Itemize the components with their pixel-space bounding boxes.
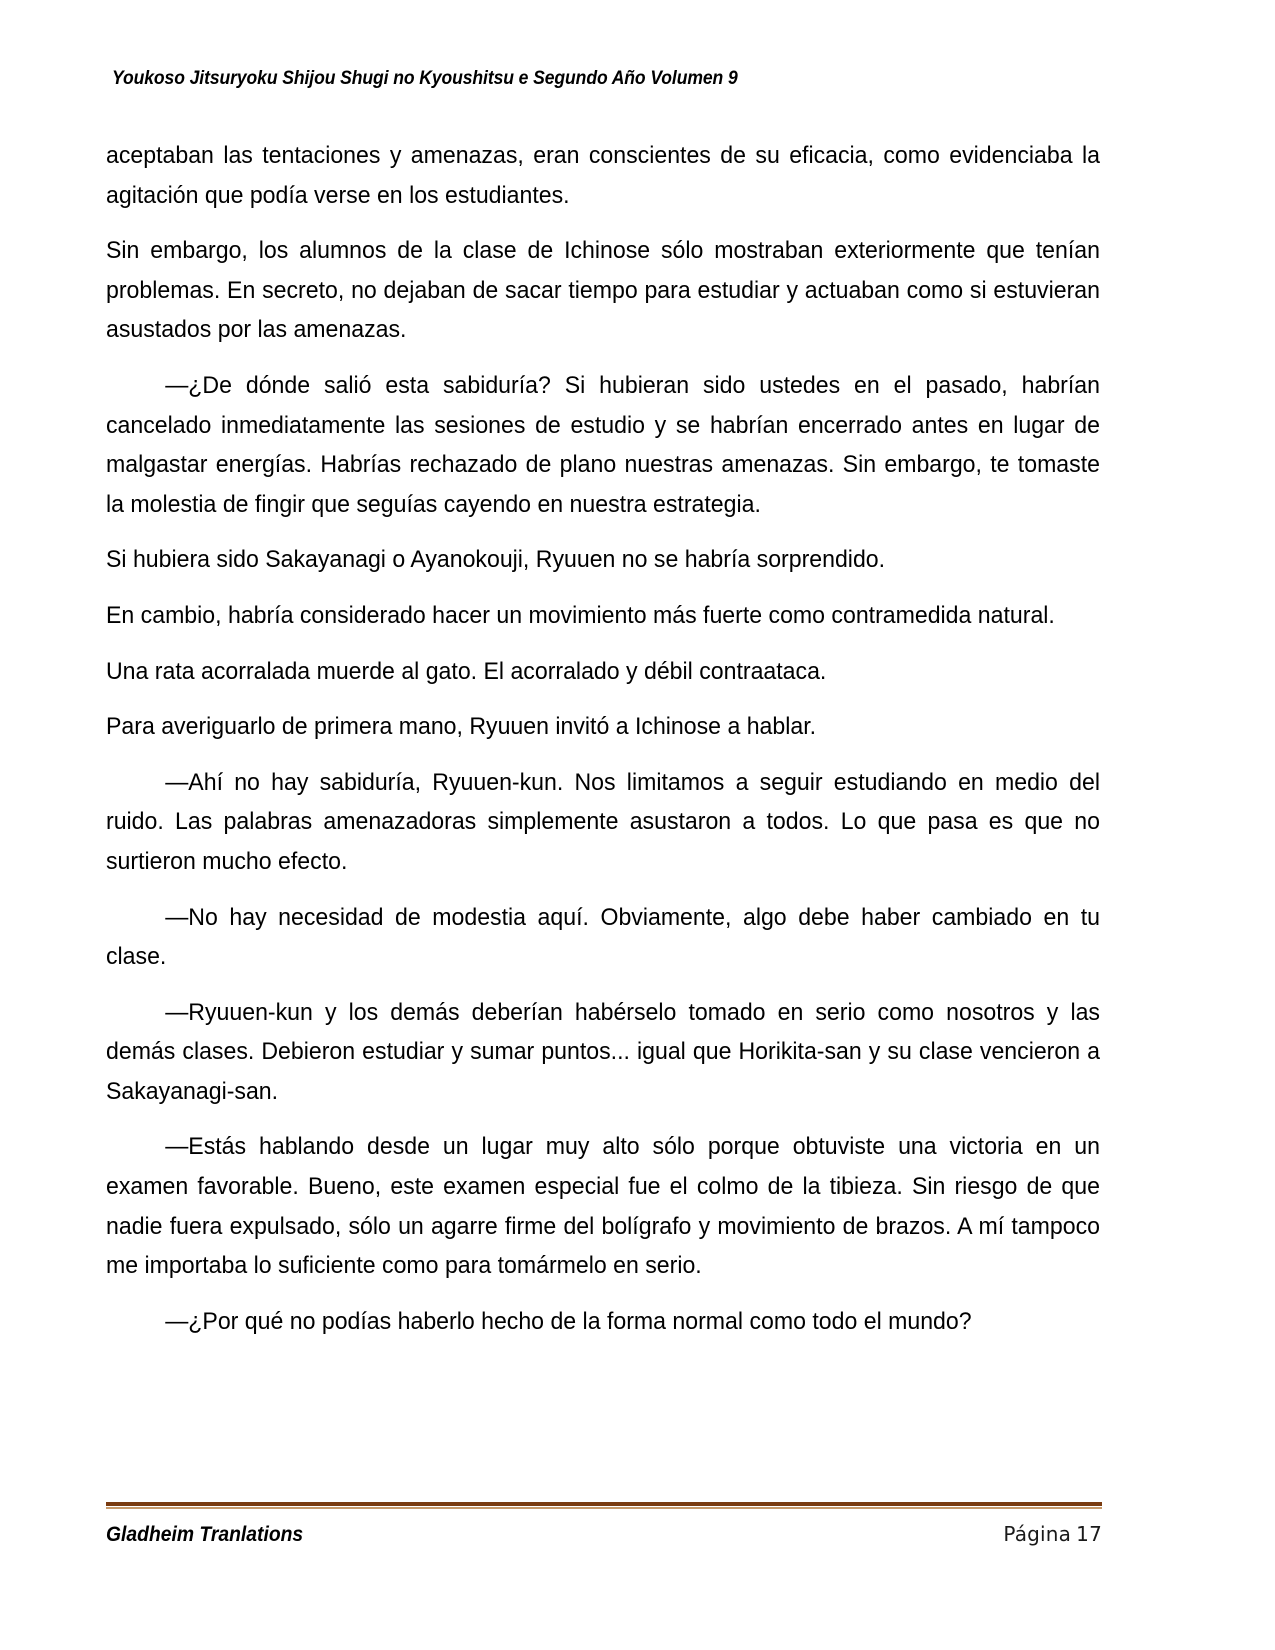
header-title: Youkoso Jitsuryoku Shijou Shugi no Kyoushitsu e Segundo Año Volumen 9 (112, 67, 738, 89)
paragraph: En cambio, habría considerado hacer un movimiento más fuerte como contramedida natural. (106, 601, 1055, 629)
page-number-value: 17 (1076, 1522, 1102, 1546)
footer-divider (106, 1502, 1102, 1508)
paragraph-dialogue: —Ryuuen-kun y los demás deberían habérselo tomado en serio como nosotros y las demás clases. Debieron estudiar y sumar puntos... igual que Horikita-san y su clase vencieron a Sakayanagi-san. (106, 998, 1100, 1105)
paragraph: aceptaban las tentaciones y amenazas, eran conscientes de su eficacia, como evidenciaba la agitación que podía verse en los estudiantes. (106, 142, 1100, 209)
page-footer (106, 1502, 1102, 1547)
footer-brand: Gladheim Tranlations (106, 1523, 304, 1546)
footer-row (106, 1522, 1102, 1547)
paragraph-dialogue: —¿Por qué no podías haberlo hecho de la forma normal como todo el mundo? (165, 1307, 972, 1335)
page-number-label: Página (1003, 1522, 1072, 1546)
footer-divider-thick-bar (106, 1502, 1102, 1506)
page-header (112, 68, 1112, 98)
paragraph: Sin embargo, los alumnos de la clase de Ichinose sólo mostraban exteriormente que tenían problemas. En secreto, no dejaban de sacar tiempo para estudiar y actuaban como si estuvieran asustados por las amenazas. (106, 237, 1100, 344)
paragraph-dialogue: —Ahí no hay sabiduría, Ryuuen-kun. Nos limitamos a seguir estudiando en medio del ruido. Las palabras amenazadoras simplemente asustaron a todos. Lo que pasa es que no surtieron mucho efecto. (106, 768, 1100, 875)
footer-divider-thin-bar (106, 1507, 1102, 1509)
page-number-block (1003, 1522, 1102, 1546)
paragraph-dialogue: —Estás hablando desde un lugar muy alto sólo porque obtuviste una victoria en un examen favorable. Bueno, este examen especial fue el colmo de la tibieza. Sin riesgo de que nadie fuera expulsado, sólo un agarre firme del bolígrafo y movimiento de brazos. A mí tampoco me importaba lo suficiente como para tomármelo en serio. (106, 1133, 1100, 1280)
document-body (106, 136, 1102, 1357)
paragraph-dialogue: —¿De dónde salió esta sabiduría? Si hubieran sido ustedes en el pasado, habrían cancelado inmediatamente las sesiones de estudio y se habrían encerrado antes en lugar de malgastar energías. Habrías rechazado de plano nuestras amenazas. Sin embargo, te tomaste la molestia de fingir que seguías cayendo en nuestra estrategia. (106, 371, 1100, 518)
paragraph-dialogue: —No hay necesidad de modestia aquí. Obviamente, algo debe haber cambiado en tu clase. (106, 903, 1100, 971)
paragraph: Si hubiera sido Sakayanagi o Ayanokouji, Ryuuen no se habría sorprendido. (106, 546, 886, 574)
paragraph: Para averiguarlo de primera mano, Ryuuen invitó a Ichinose a hablar. (106, 713, 817, 741)
paragraph: Una rata acorralada muerde al gato. El acorralado y débil contraataca. (106, 657, 827, 685)
